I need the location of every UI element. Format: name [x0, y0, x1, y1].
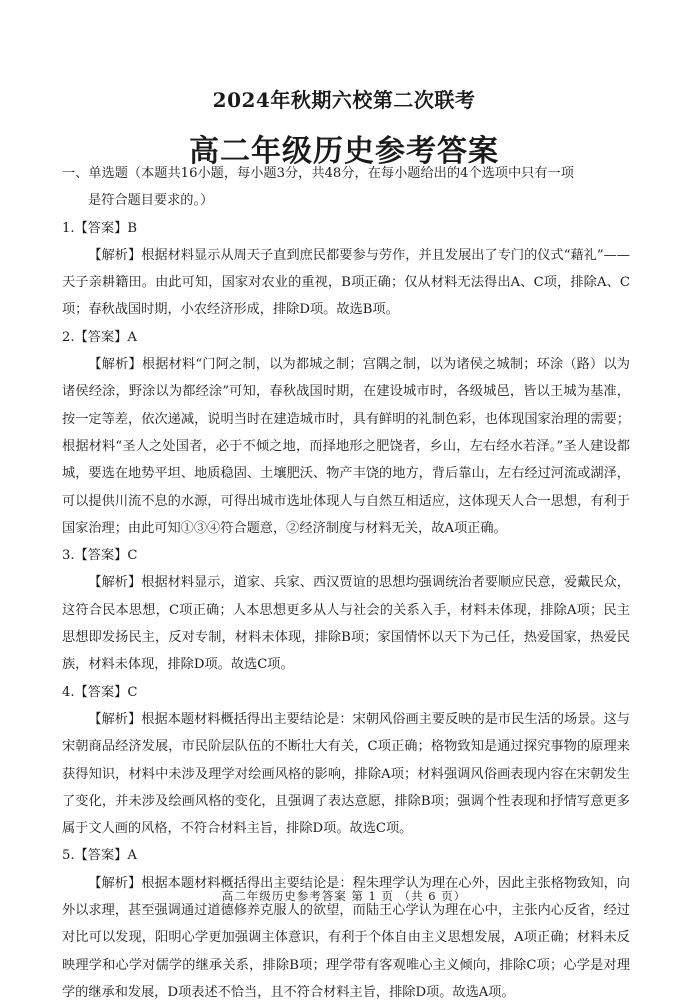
exam-title: 2024年秋期六校第二次联考 [212, 88, 476, 112]
question-4-answer: 4.【答案】C [62, 684, 138, 700]
section-heading-line-1: 一、单选题（本题共16小题，每小题3分，共48分，在每小题给出的4个选项中只有一项 [62, 166, 574, 181]
question-1-answer: 1.【答案】B [62, 220, 138, 236]
page-footer: 高二年级历史参考答案 第 1 页 （共 6 页） [221, 889, 467, 903]
section-heading-line-2: 是符合题目要求的。） [88, 193, 214, 209]
question-3-answer: 3.【答案】C [62, 548, 138, 564]
question-1-explanation: 【解析】根据材料显示从周天子直到庶民都要参与劳作，并且发展出了专门的仪式“藉礼”——天子亲耕籍田。由此可知，国家对农业的重视，B项正确；仅从材料无法得出A、C项，排除A、C项；春秋战国时期，小农经济形成，排除D项。故选B项。 [62, 247, 630, 318]
question-2-explanation: 【解析】根据材料“门阿之制，以为都城之制；宫隅之制，以为诸侯之城制；环涂（路）以为诸侯经涂，野涂以为都经涂”可知，春秋战国时期，在建设城市时，各级城邑，皆以王城为基准，按一定等差，依次递减，说明当时在建造城市时，具有鲜明的礼制色彩，也体现国家治理的需要；根据材料“圣人之处国者，必于不倾之地，而择地形之肥饶者，乡山，左右经水若泽。”圣人建设都城，要选在地势平坦、地质稳固、土壤肥沃、物产丰饶的地方，背后靠山，左右经过河流或湖泽，可以提供川流不息的水源，可得出城市选址体现人与自然互相适应，这体现天人合一思想，有利于国家治理；由此可知①③④符合题意，②经济制度与材料无关，故A项正确。 [62, 357, 630, 536]
question-5-answer: 5.【答案】A [62, 848, 137, 864]
question-2-answer: 2.【答案】A [62, 329, 137, 345]
question-3-explanation: 【解析】根据材料显示，道家、兵家、西汉贾谊的思想均强调统治者要顺应民意，爱戴民众，这符合民本思想，C项正确；人本思想更多从人与社会的关系入手，材料未体现，排除A项；民主思想即发扬民主，反对专制，材料未体现，排除B项；家国情怀以天下为己任，热爱国家，热爱民族，材料未体现，排除D项。故选C项。 [62, 575, 630, 673]
answer-body [62, 160, 630, 1006]
question-5-explanation: 【解析】根据本题材料概括得出主要结论是：程朱理学认为理在心外，因此主张格物致知，向外以求理，甚至强调通过道德修养克服人的欲望，而陆王心学认为理在心中，主张内心反省，经过对比可以发现，阳明心学更加强调主体意识，有利于个体自由主义思想发展，A项正确；材料未反映理学和心学对儒学的继承关系，排除B项；理学带有客观唯心主义倾向，排除C项；心学是对理学的继承和发展，D项表述不恰当，且不符合材料主旨，排除D项。故选A项。 [62, 875, 630, 1000]
question-4-explanation: 【解析】根据本题材料概括得出主要结论是：宋朝风俗画主要反映的是市民生活的场景。这与宋朝商品经济发展，市民阶层队伍的不断壮大有关，C项正确；格物致知是通过探究事物的原理来获得知识，材料中未涉及理学对绘画风格的影响，排除A项；材料强调风俗画表现内容在宋朝发生了变化，并未涉及绘画风格的变化，且强调了表达意愿，排除B项；强调个性表现和抒情写意更多属于文人画的风格，不符合材料主旨，排除D项。故选C项。 [62, 711, 630, 837]
document-title: 高二年级历史参考答案 [189, 134, 499, 169]
